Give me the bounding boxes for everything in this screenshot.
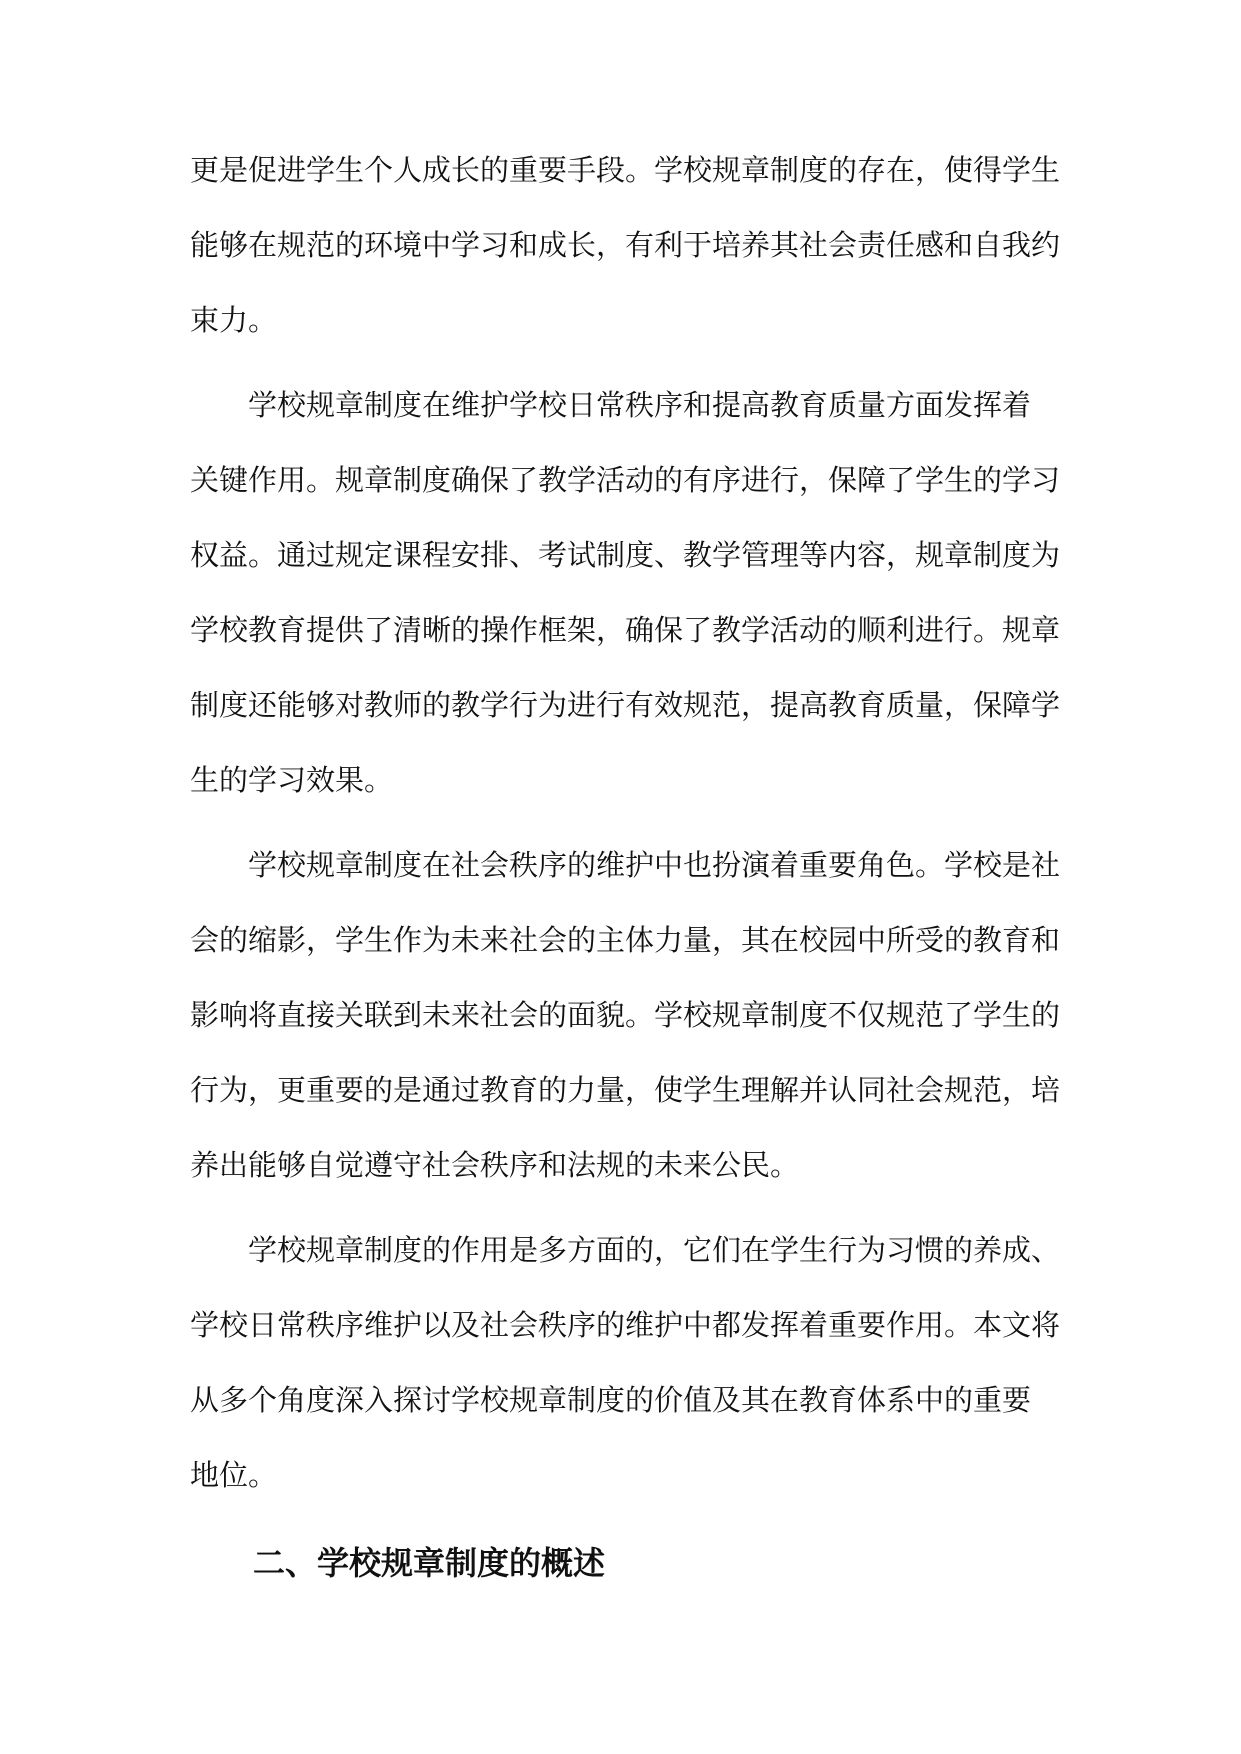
paragraph-1 — [190, 133, 1060, 358]
text-line: 制度还能够对教师的教学行为进行有效规范，提高教育质量，保障学 — [190, 688, 1061, 722]
text-line: 影响将直接关联到未来社会的面貌。学校规章制度不仅规范了学生的 — [190, 998, 1061, 1032]
body-text — [190, 133, 1060, 1523]
text-line: 养出能够自觉遵守社会秩序和法规的未来公民。 — [190, 1148, 800, 1182]
paragraph-4 — [190, 1213, 1060, 1513]
text-line: 学校教育提供了清晰的操作框架，确保了教学活动的顺利进行。规章 — [190, 613, 1061, 647]
text-line: 学校规章制度在维护学校日常秩序和提高教育质量方面发挥着 — [248, 388, 1032, 422]
text-line: 学校日常秩序维护以及社会秩序的维护中都发挥着重要作用。本文将 — [190, 1308, 1061, 1342]
text-line: 学校规章制度在社会秩序的维护中也扮演着重要角色。学校是社 — [248, 848, 1061, 882]
text-line: 会的缩影，学生作为未来社会的主体力量，其在校园中所受的教育和 — [190, 923, 1061, 957]
text-line: 更是促进学生个人成长的重要手段。学校规章制度的存在，使得学生 — [190, 153, 1061, 187]
text-line: 地位。 — [190, 1458, 278, 1492]
text-line: 学校规章制度的作用是多方面的，它们在学生行为习惯的养成、 — [248, 1233, 1061, 1267]
text-line: 权益。通过规定课程安排、考试制度、教学管理等内容，规章制度为 — [190, 538, 1061, 572]
text-line: 束力。 — [190, 303, 278, 337]
text-line: 关键作用。规章制度确保了教学活动的有序进行，保障了学生的学习 — [190, 463, 1061, 497]
text-line: 生的学习效果。 — [190, 763, 394, 797]
section-heading: 二、学校规章制度的概述 — [253, 1544, 606, 1582]
text-line: 行为，更重要的是通过教育的力量，使学生理解并认同社会规范，培 — [190, 1073, 1061, 1107]
paragraph-3 — [190, 828, 1060, 1203]
paragraph-2 — [190, 368, 1060, 818]
text-line: 能够在规范的环境中学习和成长，有利于培养其社会责任感和自我约 — [190, 228, 1061, 262]
text-line: 从多个角度深入探讨学校规章制度的价值及其在教育体系中的重要 — [190, 1383, 1032, 1417]
